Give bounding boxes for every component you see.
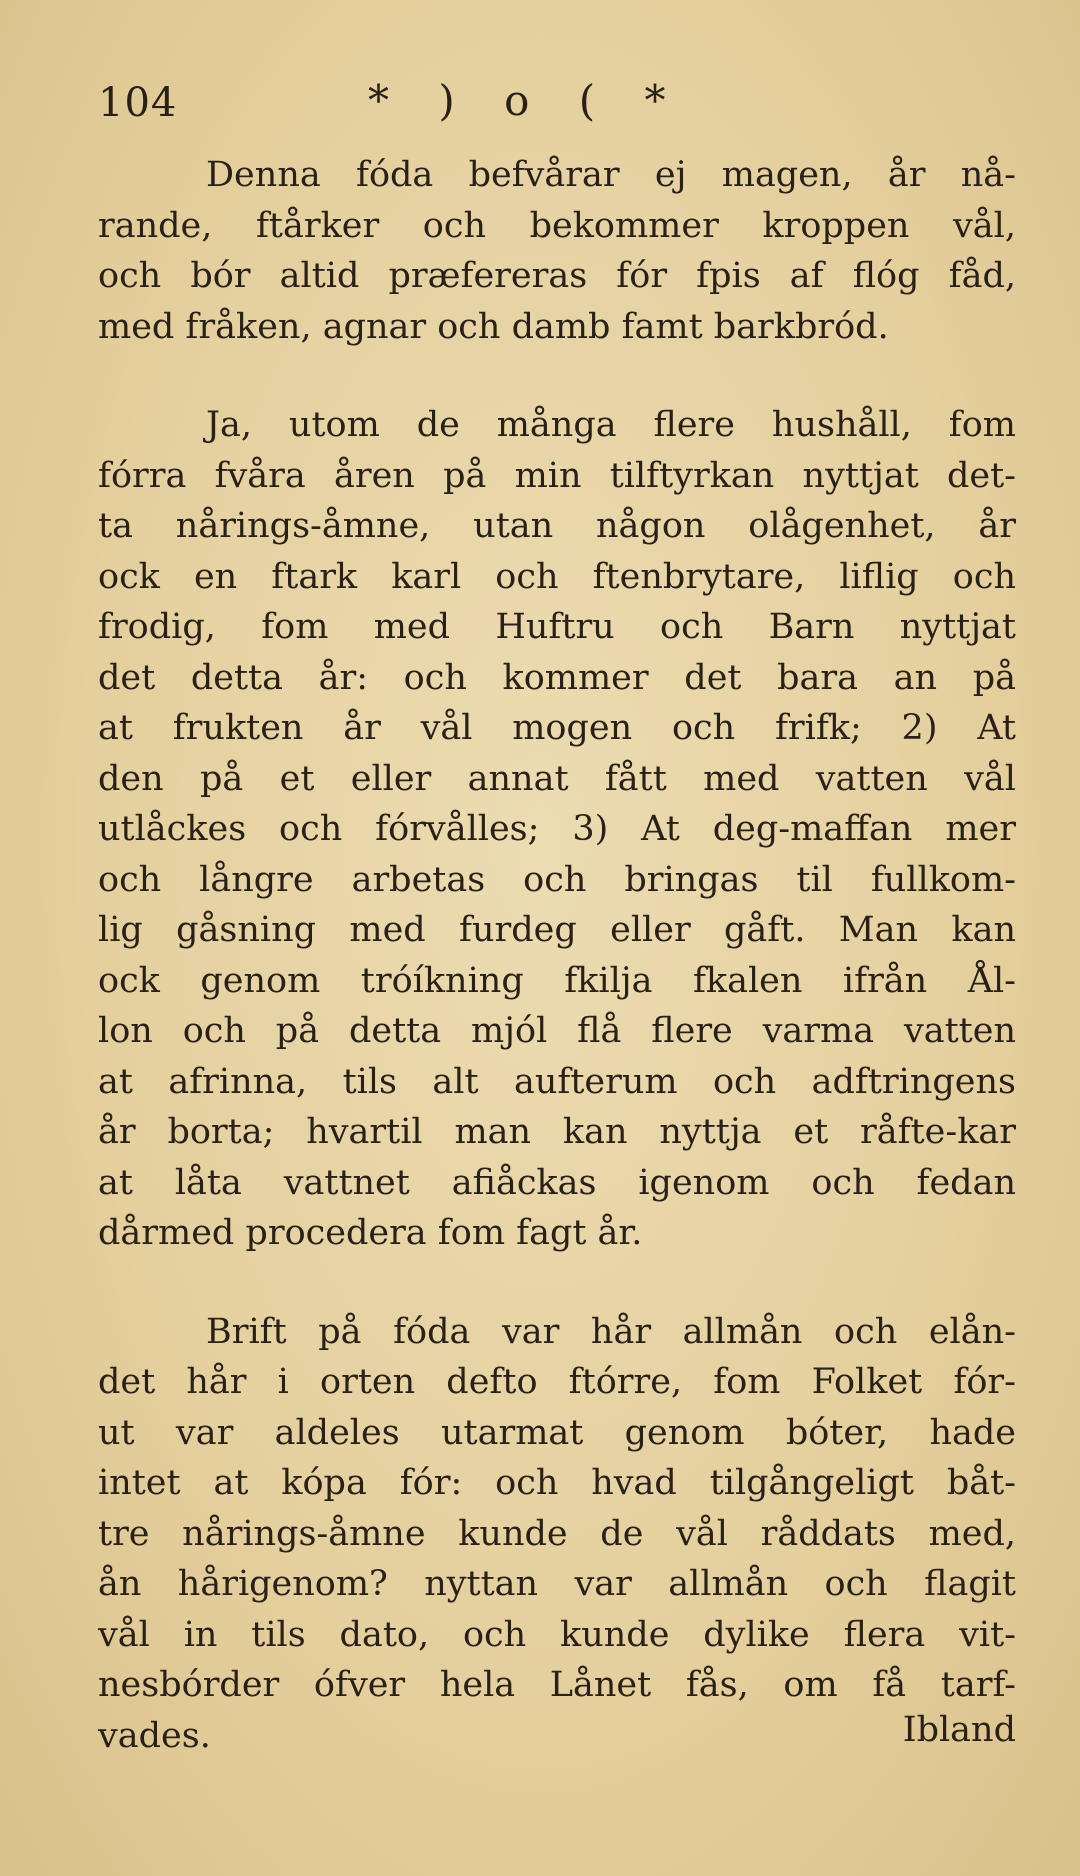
- text-line: Denna fóda befvårar ej magen, år nå-: [206, 155, 1016, 195]
- text-line: vål in tils dato, och kunde dylike flera vit-: [98, 1614, 1016, 1655]
- text-line: dårmed procedera fom fagt år.: [98, 1213, 643, 1253]
- text-line: rande, ftårker och bekommer kroppen vål,: [98, 205, 1016, 246]
- text-line: ta nårings-åmne, utan någon olågenhet, år: [98, 506, 1016, 546]
- paragraph-2: [98, 400, 1016, 1259]
- text-line: fórra fvåra åren på min tilftyrkan nyttjat det-: [98, 455, 1016, 496]
- text-line: nesbórder ófver hela Lånet fås, om få tarf-: [98, 1665, 1016, 1705]
- text-line: lon och på detta mjól flå flere varma vatten: [98, 1011, 1016, 1051]
- text-line: at afrinna, tils alt aufterum och adftringens: [98, 1061, 1016, 1102]
- paragraph-3: [98, 1307, 1016, 1762]
- paragraph-gap: [98, 1259, 1016, 1307]
- text-line: intet at kópa fór: och hvad tilgångeligt båt-: [98, 1463, 1016, 1503]
- text-line: ut var aldeles utarmat genom bóter, hade: [98, 1412, 1016, 1453]
- text-line: och långre arbetas och bringas til fullkom-: [98, 859, 1016, 900]
- text-line: vades.: [98, 1715, 211, 1756]
- body-text: [98, 150, 1016, 1761]
- text-line: det detta år: och kommer det bara an på: [98, 657, 1016, 698]
- text-line: Ja, utom de många flere hushåll, fom: [206, 405, 1016, 445]
- text-line: ock genom tróíkning fkilja fkalen ifrån Ål-: [98, 960, 1016, 1001]
- paragraph-gap: [98, 352, 1016, 400]
- text-line: med fråken, agnar och damb famt barkbród.: [98, 306, 889, 347]
- text-line: det hår i orten defto ftórre, fom Folket fór-: [98, 1362, 1016, 1402]
- paragraph-1: [98, 150, 1016, 352]
- header-ornament: * ) o ( *: [368, 76, 684, 125]
- text-line: år borta; hvartil man kan nyttja et råfte-kar: [98, 1112, 1016, 1152]
- text-line: utlåckes och fórvålles; 3) At deg-maffan mer: [98, 809, 1016, 849]
- text-line: och bór altid præfereras fór fpis af flóg fåd,: [98, 256, 1016, 296]
- text-line: ock en ftark karl och ftenbrytare, liflig och: [98, 556, 1016, 597]
- text-line: at låta vattnet afiåckas igenom och fedan: [98, 1162, 1016, 1203]
- text-line: den på et eller annat fått med vatten vål: [98, 758, 1016, 799]
- text-line: frodig, fom med Huftru och Barn nyttjat: [98, 607, 1016, 647]
- text-line: tre nårings-åmne kunde de vål råddats med,: [98, 1513, 1016, 1554]
- catchword: Ibland: [902, 1710, 1016, 1750]
- text-line: at frukten år vål mogen och frifk; 2) At: [98, 708, 1016, 748]
- page-number: 104: [98, 80, 178, 126]
- text-line: lig gåsning med furdeg eller gåft. Man kan: [98, 910, 1016, 950]
- text-line: ån hårigenom? nyttan var allmån och flagit: [98, 1564, 1016, 1604]
- text-line: Brift på fóda var hår allmån och elån-: [206, 1311, 1016, 1352]
- page-header: [98, 72, 998, 142]
